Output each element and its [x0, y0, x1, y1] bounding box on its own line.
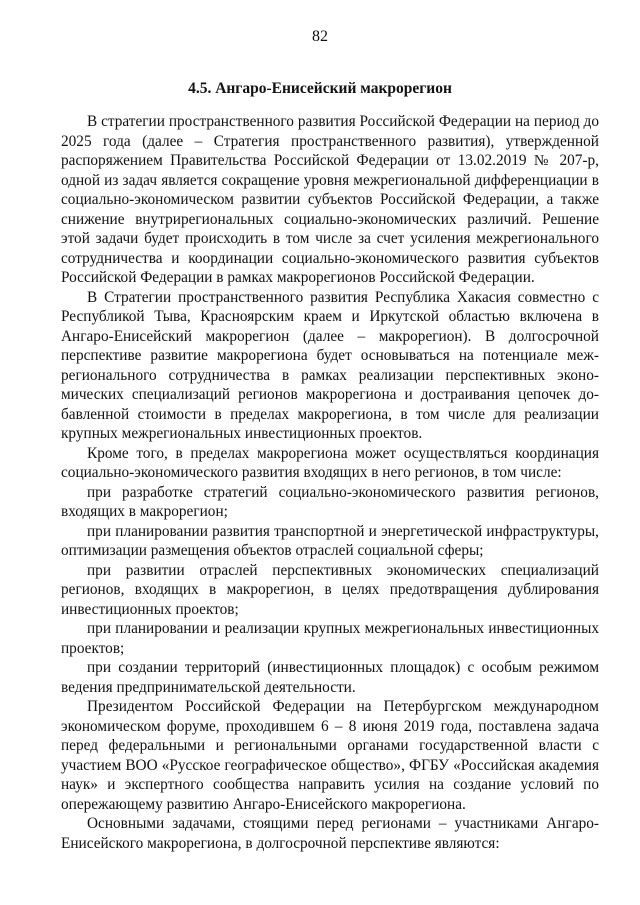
- section-title: 4.5. Ангаро-Енисейский макрорегион: [188, 80, 452, 97]
- paragraph-coordination-intro: Кроме того, в пределах макрорегиона может осуществляться координация социально-экономического развития входящих в него регионов, в том числе:: [61, 444, 599, 481]
- document-body: [61, 112, 599, 853]
- paragraph-president-forum: Президентом Российской Федерации на Петербургском международном экономическом форуме, проходившем 6 – 8 июня 2019 года, поставлена задача перед федеральными и региональными органами государственной власти с участием ВОО «Русское географическое общество», ФГБУ «Российская академия наук» и экспертного сообщества направить усилия на создание условий по опережающему развитию Ангаро-Енисейского макрорегиона.: [61, 698, 599, 813]
- list-item-infrastructure: при планировании развития транспортной и энергетической инфраструктуры, оптимизации размещения объектов отраслей социальной сферы;: [61, 522, 599, 559]
- page-number: 82: [312, 28, 328, 45]
- list-item-investment-projects: при планировании и реализации крупных межрегиональных инвестиционных проектов;: [61, 620, 599, 657]
- paragraph-strategy-intro: В стратегии пространственного развития Российской Федерации на период до 2025 года (далее – Стратегия пространственного развития), утвержденной распоряжением Правительства Российской Федерации от 13.02.2019 № 207-р, одной из задач является сокращение уровня межрегиональной дифференциации в социально-экономическом развитии субъектов Российской Федерации, а также снижение внутрирегиональных социально-экономических различий. Решение этой задачи будет происходить в том числе за счет усиления межрегионального сотрудничества и координации социально-экономического развития субъектов Российской Федерации в рамках макрорегионов Российской Федерации.: [61, 113, 599, 286]
- paragraph-khakassia-inclusion: В Стратегии пространственного развития Республика Хакасия совместно с Республикой Тыва, Красноярским краем и Иркутской областью включена в Ангаро-Енисейский макрорегион (далее – макрорегион). В долгосрочной перспективе развитие макрорегиона будет основываться на потенциале межрегионального сотрудничества в рамках реализации перспективных экономических специализаций регионов макрорегиона и достраивания цепочек добавленной стоимости в пределах макрорегиона, в том числе для реализации крупных межрегиональных инвестиционных проектов.: [61, 288, 599, 442]
- list-item-special-territories: при создании территорий (инвестиционных площадок) с особым режимом ведения предпринимательской деятельности.: [61, 659, 599, 696]
- list-item-specializations: при развитии отраслей перспективных экономических специализаций регионов, входящих в макрорегион, в целях предотвращения дублирования инвестиционных проектов;: [61, 561, 599, 618]
- list-item-strategies: при разработке стратегий социально-экономического развития регионов, входящих в макрорегион;: [61, 483, 599, 520]
- paragraph-main-tasks: Основными задачами, стоящими перед регионами – участниками Ангаро-Енисейского макрорегиона, в долгосрочной перспективе являются:: [61, 815, 599, 852]
